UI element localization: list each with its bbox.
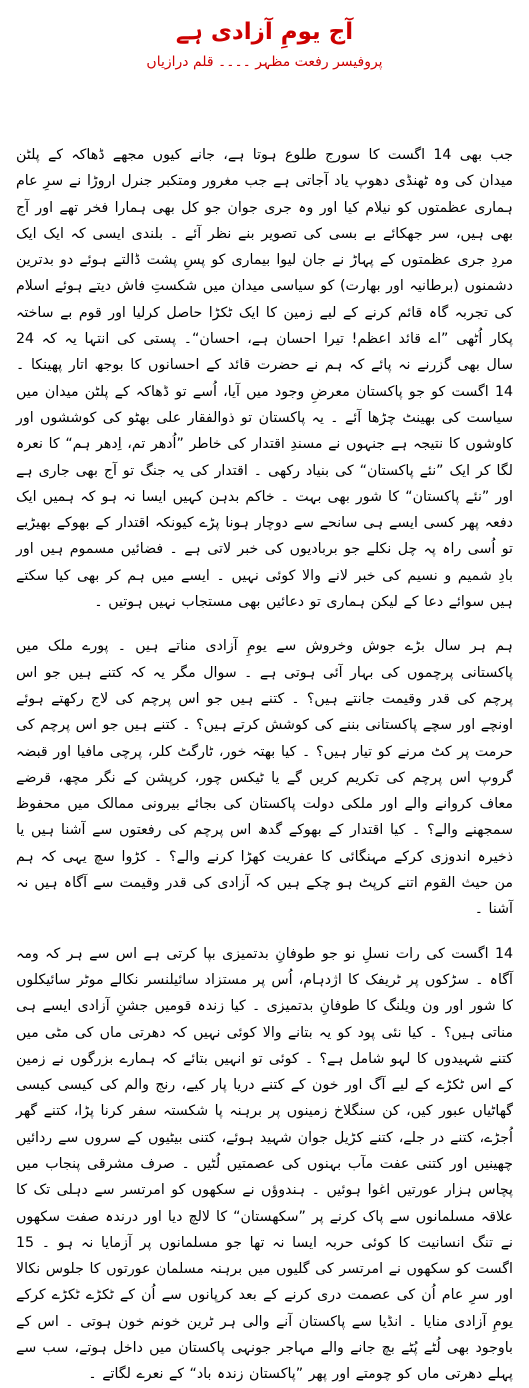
paragraph: جب بھی 14 اگست کا سورج طلوع ہوتا ہے، جانے کیوں مجھے ڈھاکہ کے پلٹن میدان کی وہ ٹھنڈی دھوپ یاد آجاتی ہے جب مغرور ومتکبر جنرل اروڑا نے سرِ عام ہماری عظمتوں کو نیلام کیا اور وہ جری جوان جو کل بھی ہمارا فخر تھے اور آج بھی ہیں، سر جھکائے بے بسی کی تصویر بنے نظر آئے ۔ بلندی ایسی کہ ایک ایک مردِ جری عظمتوں کے پہاڑ نے جان لیوا بیماری کو پسِ پشت ڈالتے ہوئے دو بدترین دشمنوں (برطانیہ اور بھارت) کو سیاسی میدان میں شکستِ فاش دیتے ہوئے اسلام کی تجربہ گاہ قائم کرنے کے لیے زمین کا ایک ٹکڑا حاصل کرلیا اور قوم بے ساختہ پکار اُٹھی ”اے قائد اعظم! تیرا احسان ہے، احسان“۔ پستی کی انتہا یہ کہ 24 سال بھی گزرنے نہ پائے کہ ہم نے حضرت قائد کے احسانوں کا بوجھ اتار پھینکا ۔ 14 اگست کو جو پاکستان معرضِ وجود میں آیا، اُسے تو ڈھاکہ کے پلٹن میدان میں سیاست کی بھینٹ چڑھا آئے ۔ یہ پاکستان تو ذوالفقار علی بھٹو کی کوششوں اور کاوشوں کا نتیجہ ہے جنہوں نے مسندِ اقتدار کی خاطر ”اُدھر تم، اِدھر ہم“ کا نعرہ لگا کر ایک ”نئے پاکستان“ کی بنیاد رکھی ۔ اقتدار کی یہ جنگ تو آج بھی جاری ہے اور ”نئے پاکستان“ کا شور بھی بہت ۔ خاکم بدہن کہیں ایسا نہ ہو کہ ہمیں ایک دفعہ پھر کسی ایسے ہی سانحے سے دوچار ہونا پڑے کیونکہ اقتدار کے بھوکے بھیڑیے تو اُسی راہ پہ چل نکلے جو بربادیوں کی خبر لاتی ہے ۔ فضائیں مسموم ہیں اور بادِ شمیم و نسیم کی خبر لانے والا کوئی نہیں ۔ ایسے میں ہم کر بھی کیا سکتے ہیں سوائے دعا کے لیکن ہماری تو دعائیں بھی مستجاب نہیں ہوتیں ۔ — [16, 147, 513, 611]
paragraph: 14 اگست کی رات نسلِ نو جو طوفانِ بدتمیزی بپا کرتی ہے اس سے ہر کہ ومہ آگاہ ۔ سڑکوں پر ٹریفک کا اژدہام، اُس پر مستزاد سائیلنسر نکالے موٹر سائیکلوں کا شور اور ون ویلنگ کا طوفانِ بدتمیزی ۔ کیا زندہ قومیں جشنِ آزادی ایسے ہی مناتی ہیں؟ ۔ کیا نئی پود کو یہ بتانے والا کوئی نہیں کہ دھرتی ماں کی مٹی میں کتنے شہیدوں کا لہو شامل ہے؟ ۔ کوئی تو انہیں بتائے کہ ہمارے بزرگوں نے زمین کے اس ٹکڑے کے لیے آگ اور خون کے کتنے دریا پار کیے، رنج والم کی کیسی کیسی گھاٹیاں عبور کیں، کن سنگلاخ زمینوں پر برہنہ پا شکستہ سفر کرنا پڑا، کتنے گھر اُجڑے، کتنے در جلے، کتنے کڑیل جوان شہید ہوئے، کتنی بیٹیوں کے سروں سے ردائیں چھینیں اور کتنی عفت مآب بہنوں کی عصمتیں لُٹیں ۔ صرف مشرقی پنجاب میں پچاس ہزار عورتیں اغوا ہوئیں ۔ ہندوؤں نے سکھوں کو امرتسر سے دہلی تک کا علاقہ مسلمانوں سے پاک کرنے پر ”سکھستان“ کا لالچ دیا اور درندہ صفت سکھوں نے تنگ انسانیت کا کوئی حربہ ایسا نہ تھا جو مسلمانوں پر آزمایا نہ ہو ۔ 15 اگست کو سکھوں نے امرتسر کی گلیوں میں برہنہ مسلمان عورتوں کا جلوس نکالا اور سرِ عام اُن کی عصمت دری کرنے کے بعد کرپانوں سے اُن کے ٹکڑے ٹکڑے کرکے یومِ آزادی منایا ۔ انڈیا سے پاکستان آنے والی ہر ٹرین خونم خون ہوتی ۔ اس کے باوجود بھی لُٹے پُٹے بچ جانے والے مہاجر جونہی پاکستان میں داخل ہوتے، سب سے پہلے دھرتی ماں کو چومتے اور پھر ”پاکستان زندہ باد“ کے نعرے لگاتے ۔ — [16, 945, 513, 1383]
article-body — [16, 142, 513, 1388]
byline: پروفیسر رفعت مظہر ۔۔۔۔ قلم درازیاں — [146, 54, 383, 70]
headline: آج یومِ آزادی ہے — [175, 19, 354, 45]
paragraph: ہم ہر سال بڑے جوش وخروش سے یومِ آزادی مناتے ہیں ۔ پورے ملک میں پاکستانی پرچموں کی بہار آئی ہوتی ہے ۔ سوال مگر یہ کہ کتنے ہیں جو اس پرچم کی قدر وقیمت جانتے ہیں؟ ۔ کتنے ہیں جو اس پرچم کی لاج رکھتے ہوئے اونچے اور سچے پاکستانی بننے کی کوشش کرتے ہیں؟ ۔ کتنے ہیں جو اس پرچم کی حرمت پر کٹ مرنے کو تیار ہیں؟ ۔ کیا بھتہ خور، ٹارگٹ کلر، پرچی مافیا اور قبضہ گروپ اس پرچم کی تکریم کریں گے یا ٹیکس چور، کرپشن کے نگر مچھ، قرضے معاف کروانے والے اور ملکی دولت پاکستان کی بجائے بیرونی ممالک میں محفوظ سمجھنے والے؟ ۔ کیا اقتدار کے بھوکے گدھ اس پرچم کی رفعتوں سے آشنا ہیں یا ذخیرہ اندوزی کرکے مہنگائی کا عفریت کھڑا کرنے والے؟ ۔ کڑوا سچ یہی کہ ہم من حیث القوم اتنے کرپٹ ہو چکے ہیں کہ آزادی کی قدر وقیمت سے آگاہ ہیں نہ آشنا ۔ — [16, 638, 513, 918]
